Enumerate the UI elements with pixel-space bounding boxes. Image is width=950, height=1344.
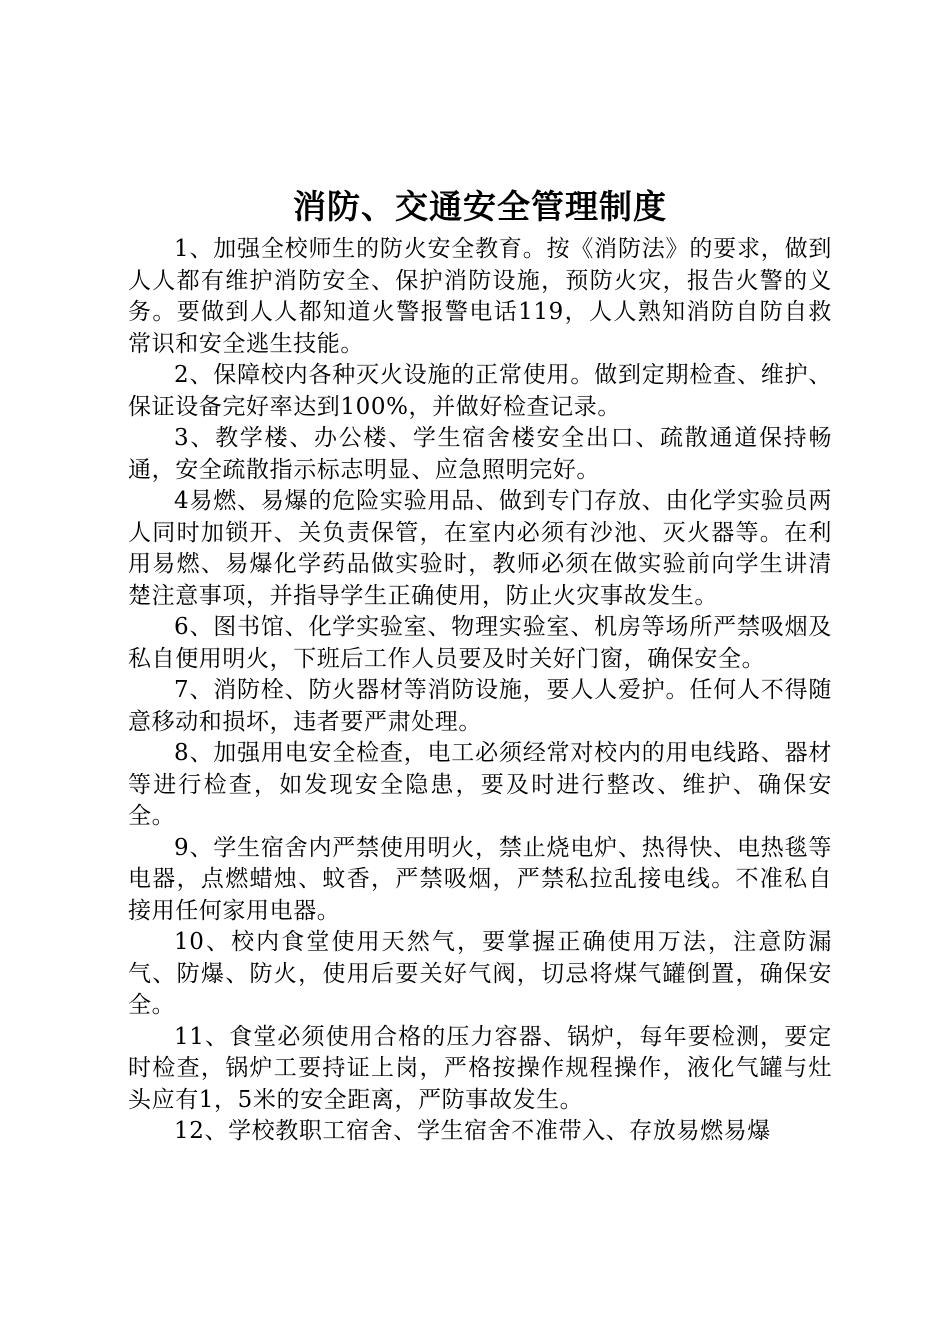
paragraph-10: 10、校内食堂使用天然气，要掌握正确使用万法，注意防漏气、防爆、防火，使用后要关好气阀，切忌将煤气罐倒置，确保安全。 bbox=[128, 929, 832, 1018]
document-page bbox=[128, 180, 832, 1148]
paragraph-8: 8、加强用电安全检查，电工必须经常对校内的用电线路、器材等进行检查，如发现安全隐患，要及时进行整改、维护、确保安全。 bbox=[128, 740, 832, 829]
paragraph-7: 7、消防栓、防火器材等消防设施，要人人爱护。任何人不得随意移动和损坏，违者要严肃处理。 bbox=[128, 677, 832, 735]
paragraph-6: 6、图书馆、化学实验室、物理实验室、机房等场所严禁吸烟及私自便用明火，下班后工作人员要及时关好门窗，确保安全。 bbox=[128, 614, 832, 672]
paragraph-11: 11、食堂必须使用合格的压力容器、锅炉，每年要检测，要定时检查，锅炉工要持证上岗，严格按操作规程操作，液化气罐与灶头应有1，5米的安全距离，严防事故发生。 bbox=[128, 1023, 832, 1113]
paragraph-2: 2、保障校内各种灭火设施的正常使用。做到定期检查、维护、保证设备完好率达到100%，并做好检查记录。 bbox=[128, 362, 832, 420]
paragraph-12: 12、学校教职工宿舍、学生宿舍不准带入、存放易燃易爆 bbox=[174, 1118, 771, 1144]
document-title: 消防、交通安全管理制度 bbox=[293, 187, 667, 226]
paragraph-9: 9、学生宿舍内严禁使用明火，禁止烧电炉、热得快、电热毯等电器，点燃蜡烛、蚊香，严禁吸烟，严禁私拉乱接电线。不准私自接用任何家用电器。 bbox=[128, 834, 832, 924]
paragraph-1: 1、加强全校师生的防火安全教育。按《消防法》的要求，做到人人都有维护消防安全、保护消防设施，预防火灾，报告火警的义务。要做到人人都知道火警报警电话119，人人熟知消防自防自救常识和安全逃生技能。 bbox=[128, 236, 832, 357]
paragraph-3: 3、教学楼、办公楼、学生宿舍楼安全出口、疏散通道保持畅通，安全疏散指示标志明显、应急照明完好。 bbox=[128, 425, 832, 483]
paragraph-4: 4易燃、易爆的危险实验用品、做到专门存放、由化学实验员两人同时加锁开、关负责保管，在室内必须有沙池、灭火器等。在利用易燃、易爆化学药品做实验时，教师必须在做实验前向学生讲清楚注意事项，并指导学生正确使用，防止火灾事故发生。 bbox=[128, 488, 832, 609]
document-body bbox=[128, 234, 832, 1148]
